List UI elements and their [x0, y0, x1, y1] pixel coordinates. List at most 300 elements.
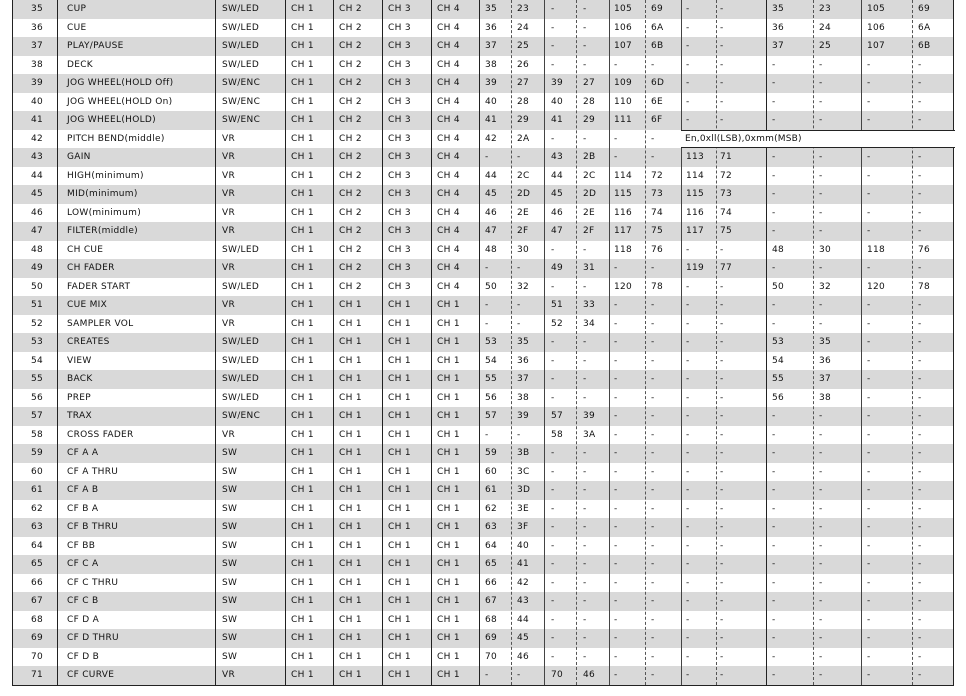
- led-hex-cell: 25: [819, 41, 832, 51]
- enc-hex-cell: -: [583, 448, 587, 458]
- deck-dec-cell: -: [485, 318, 489, 329]
- deck-dec-cell: -: [485, 152, 489, 162]
- deck-dec-cell: 63: [485, 522, 498, 532]
- enc-hex-cell: -: [583, 22, 587, 33]
- alt-dec-cell: -: [686, 577, 690, 588]
- alt-dec-cell: -: [686, 614, 690, 625]
- led-dec-cell: -: [772, 448, 776, 458]
- midi-ch-b-cell: CH 1: [339, 540, 362, 551]
- enc-dec-cell: -: [551, 633, 555, 643]
- shift-hex-cell: -: [651, 337, 655, 347]
- deck-hex-cell: 46: [517, 651, 530, 662]
- control-type-cell: SW: [222, 466, 238, 477]
- led-dec-cell: 53: [772, 337, 785, 347]
- table-row: [13, 148, 953, 167]
- table-row: [13, 93, 953, 112]
- midi-ch-b-cell: CH 1: [339, 466, 362, 477]
- led-shift-dec-cell: -: [867, 207, 871, 218]
- midi-ch-d-cell: CH 1: [437, 355, 460, 366]
- led-shift-hex-cell: -: [918, 115, 922, 125]
- shift-hex-cell: -: [651, 318, 655, 329]
- midi-ch-a-cell: CH 1: [291, 318, 314, 329]
- midi-ch-d-cell: CH 1: [437, 540, 460, 551]
- deck-hex-cell: 2C: [517, 170, 530, 181]
- column-divider: [511, 0, 512, 685]
- enc-hex-cell: -: [583, 633, 587, 643]
- alt-hex-cell: 75: [720, 226, 733, 236]
- led-shift-dec-cell: -: [867, 466, 871, 477]
- deck-hex-cell: 30: [517, 244, 530, 255]
- led-hex-cell: -: [819, 540, 823, 551]
- deck-hex-cell: 42: [517, 577, 530, 588]
- shift-dec-cell: -: [614, 559, 618, 569]
- midi-ch-a-cell: CH 1: [291, 152, 314, 162]
- row-number-cell: 63: [30, 522, 43, 532]
- control-name-cell: CF D B: [67, 651, 100, 662]
- shift-hex-cell: 6E: [651, 96, 664, 107]
- row-number-cell: 53: [30, 337, 43, 347]
- deck-hex-cell: 2E: [517, 207, 530, 218]
- table-row: [13, 259, 953, 278]
- enc-hex-cell: 27: [583, 78, 596, 88]
- deck-dec-cell: 46: [485, 207, 498, 218]
- led-hex-cell: -: [819, 318, 823, 329]
- midi-ch-d-cell: CH 1: [437, 448, 460, 458]
- midi-ch-a-cell: CH 1: [291, 466, 314, 477]
- deck-dec-cell: 39: [485, 78, 498, 88]
- deck-hex-cell: 27: [517, 78, 530, 88]
- midi-ch-a-cell: CH 1: [291, 596, 314, 606]
- led-shift-dec-cell: -: [867, 651, 871, 662]
- led-shift-dec-cell: -: [867, 614, 871, 625]
- shift-dec-cell: -: [614, 429, 618, 440]
- led-shift-hex-cell: -: [918, 670, 922, 680]
- midi-ch-c-cell: CH 1: [388, 466, 411, 477]
- enc-dec-cell: -: [551, 596, 555, 606]
- deck-dec-cell: 66: [485, 577, 498, 588]
- alt-hex-cell: -: [720, 244, 724, 255]
- enc-hex-cell: -: [583, 244, 587, 255]
- midi-ch-d-cell: CH 4: [437, 22, 460, 33]
- table-row: [13, 370, 953, 389]
- alt-dec-cell: -: [686, 392, 690, 403]
- enc-dec-cell: -: [551, 281, 555, 292]
- led-shift-dec-cell: -: [867, 300, 871, 310]
- deck-dec-cell: 45: [485, 189, 498, 199]
- midi-ch-d-cell: CH 4: [437, 78, 460, 88]
- shift-hex-cell: 75: [651, 226, 664, 236]
- led-shift-hex-cell: -: [918, 189, 922, 199]
- enc-hex-cell: 3A: [583, 429, 596, 440]
- led-shift-dec-cell: -: [867, 96, 871, 107]
- midi-ch-c-cell: CH 1: [388, 633, 411, 643]
- led-hex-cell: -: [819, 614, 823, 625]
- led-dec-cell: -: [772, 540, 776, 551]
- control-type-cell: SW/LED: [222, 355, 260, 366]
- deck-dec-cell: 35: [485, 4, 498, 14]
- midi-ch-c-cell: CH 3: [388, 22, 411, 33]
- control-type-cell: SW/LED: [222, 374, 260, 384]
- deck-dec-cell: 37: [485, 41, 498, 51]
- midi-ch-b-cell: CH 1: [339, 355, 362, 366]
- midi-ch-d-cell: CH 1: [437, 522, 460, 532]
- alt-dec-cell: -: [686, 559, 690, 569]
- deck-hex-cell: -: [517, 429, 521, 440]
- alt-hex-cell: 72: [720, 170, 733, 181]
- led-shift-hex-cell: -: [918, 300, 922, 310]
- midi-ch-c-cell: CH 1: [388, 374, 411, 384]
- shift-dec-cell: 115: [614, 189, 633, 199]
- deck-dec-cell: 60: [485, 466, 498, 477]
- deck-dec-cell: 42: [485, 133, 498, 144]
- shift-dec-cell: -: [614, 300, 618, 310]
- column-divider: [285, 0, 286, 685]
- midi-ch-b-cell: CH 2: [339, 96, 362, 107]
- led-shift-hex-cell: -: [918, 596, 922, 606]
- enc-hex-cell: 39: [583, 411, 596, 421]
- midi-ch-b-cell: CH 2: [339, 59, 362, 70]
- midi-ch-d-cell: CH 4: [437, 115, 460, 125]
- led-shift-dec-cell: -: [867, 152, 871, 162]
- control-name-cell: TRAX: [67, 411, 92, 421]
- enc-dec-cell: 70: [551, 670, 564, 680]
- row-number-cell: 60: [30, 466, 43, 477]
- alt-hex-cell: -: [720, 429, 724, 440]
- row-number-cell: 51: [30, 300, 43, 310]
- led-shift-dec-cell: -: [867, 115, 871, 125]
- enc-dec-cell: -: [551, 59, 555, 70]
- midi-ch-c-cell: CH 1: [388, 596, 411, 606]
- pitch-bend-note: En,0xll(LSB),0xmm(MSB): [681, 130, 955, 149]
- led-shift-dec-cell: -: [867, 59, 871, 70]
- enc-hex-cell: 31: [583, 263, 596, 273]
- column-divider: [813, 0, 814, 685]
- led-hex-cell: -: [819, 78, 823, 88]
- led-shift-hex-cell: -: [918, 374, 922, 384]
- enc-dec-cell: -: [551, 41, 555, 51]
- alt-hex-cell: -: [720, 651, 724, 662]
- led-shift-dec-cell: 105: [867, 4, 886, 14]
- midi-ch-b-cell: CH 2: [339, 78, 362, 88]
- led-shift-hex-cell: -: [918, 392, 922, 403]
- control-name-cell: CF BB: [67, 540, 96, 551]
- led-hex-cell: -: [819, 651, 823, 662]
- led-shift-dec-cell: -: [867, 448, 871, 458]
- led-dec-cell: -: [772, 670, 776, 680]
- midi-ch-b-cell: CH 2: [339, 170, 362, 181]
- midi-ch-a-cell: CH 1: [291, 226, 314, 236]
- alt-dec-cell: -: [686, 522, 690, 532]
- midi-ch-a-cell: CH 1: [291, 429, 314, 440]
- control-name-cell: JOG WHEEL(HOLD On): [67, 96, 173, 107]
- control-name-cell: CF A THRU: [67, 466, 119, 477]
- midi-ch-a-cell: CH 1: [291, 559, 314, 569]
- control-type-cell: SW: [222, 596, 238, 606]
- enc-dec-cell: -: [551, 485, 555, 495]
- midi-ch-b-cell: CH 1: [339, 392, 362, 403]
- led-shift-dec-cell: -: [867, 540, 871, 551]
- control-type-cell: SW/LED: [222, 41, 260, 51]
- led-shift-hex-cell: -: [918, 78, 922, 88]
- midi-ch-a-cell: CH 1: [291, 22, 314, 33]
- midi-ch-c-cell: CH 3: [388, 226, 411, 236]
- row-number-cell: 38: [30, 59, 43, 70]
- led-shift-hex-cell: -: [918, 466, 922, 477]
- midi-ch-d-cell: CH 1: [437, 596, 460, 606]
- alt-dec-cell: -: [686, 318, 690, 329]
- alt-dec-cell: -: [686, 596, 690, 606]
- table-row: [13, 111, 953, 130]
- led-shift-dec-cell: -: [867, 559, 871, 569]
- midi-ch-a-cell: CH 1: [291, 670, 314, 680]
- alt-hex-cell: -: [720, 633, 724, 643]
- led-hex-cell: -: [819, 152, 823, 162]
- deck-dec-cell: 61: [485, 485, 498, 495]
- table-row: [13, 592, 953, 611]
- row-number-cell: 35: [30, 4, 43, 14]
- alt-dec-cell: -: [686, 670, 690, 680]
- column-divider: [544, 0, 545, 685]
- led-dec-cell: 50: [772, 281, 785, 292]
- led-shift-hex-cell: -: [918, 170, 922, 181]
- enc-dec-cell: -: [551, 392, 555, 403]
- led-shift-hex-cell: -: [918, 485, 922, 495]
- enc-dec-cell: 40: [551, 96, 564, 107]
- midi-ch-d-cell: CH 4: [437, 281, 460, 292]
- control-type-cell: VR: [222, 263, 236, 273]
- midi-ch-b-cell: CH 1: [339, 374, 362, 384]
- table-row: [13, 185, 953, 204]
- midi-ch-a-cell: CH 1: [291, 170, 314, 181]
- alt-hex-cell: -: [720, 281, 724, 292]
- led-dec-cell: 37: [772, 41, 785, 51]
- led-shift-dec-cell: -: [867, 374, 871, 384]
- midi-ch-b-cell: CH 1: [339, 337, 362, 347]
- led-dec-cell: 55: [772, 374, 785, 384]
- control-name-cell: CUP: [67, 4, 87, 14]
- led-dec-cell: -: [772, 577, 776, 588]
- enc-hex-cell: 33: [583, 300, 596, 310]
- alt-dec-cell: -: [686, 411, 690, 421]
- row-number-cell: 66: [30, 577, 43, 588]
- alt-hex-cell: -: [720, 4, 724, 14]
- deck-hex-cell: 41: [517, 559, 530, 569]
- column-divider: [576, 0, 577, 685]
- led-dec-cell: -: [772, 485, 776, 495]
- led-dec-cell: -: [772, 263, 776, 273]
- shift-hex-cell: -: [651, 522, 655, 532]
- shift-dec-cell: -: [614, 263, 618, 273]
- alt-hex-cell: -: [720, 522, 724, 532]
- row-number-cell: 55: [30, 374, 43, 384]
- table-row: [13, 426, 953, 445]
- midi-ch-a-cell: CH 1: [291, 300, 314, 310]
- midi-ch-d-cell: CH 1: [437, 503, 460, 514]
- control-type-cell: SW/ENC: [222, 96, 261, 107]
- midi-ch-b-cell: CH 2: [339, 281, 362, 292]
- table-row: [13, 0, 953, 19]
- control-name-cell: CROSS FADER: [67, 429, 134, 440]
- shift-hex-cell: -: [651, 633, 655, 643]
- control-name-cell: DECK: [67, 59, 94, 70]
- shift-hex-cell: -: [651, 466, 655, 477]
- led-shift-hex-cell: -: [918, 559, 922, 569]
- enc-hex-cell: -: [583, 4, 587, 14]
- table-row: [13, 333, 953, 352]
- control-name-cell: HIGH(minimum): [67, 170, 144, 181]
- enc-hex-cell: 2C: [583, 170, 596, 181]
- row-number-cell: 70: [30, 651, 43, 662]
- control-type-cell: SW: [222, 614, 238, 625]
- midi-ch-b-cell: CH 1: [339, 670, 362, 680]
- alt-hex-cell: -: [720, 96, 724, 107]
- enc-hex-cell: -: [583, 355, 587, 366]
- deck-hex-cell: 26: [517, 59, 530, 70]
- midi-ch-b-cell: CH 1: [339, 614, 362, 625]
- table-row: [13, 37, 953, 56]
- midi-ch-a-cell: CH 1: [291, 485, 314, 495]
- shift-hex-cell: -: [651, 540, 655, 551]
- alt-dec-cell: -: [686, 22, 690, 33]
- led-shift-hex-cell: -: [918, 318, 922, 329]
- led-hex-cell: -: [819, 633, 823, 643]
- control-name-cell: PREP: [67, 392, 91, 403]
- control-type-cell: SW: [222, 503, 238, 514]
- shift-hex-cell: -: [651, 614, 655, 625]
- midi-ch-c-cell: CH 3: [388, 4, 411, 14]
- shift-dec-cell: -: [614, 318, 618, 329]
- deck-dec-cell: 41: [485, 115, 498, 125]
- table-row: [13, 296, 953, 315]
- midi-ch-d-cell: CH 4: [437, 59, 460, 70]
- deck-hex-cell: 37: [517, 374, 530, 384]
- midi-ch-b-cell: CH 2: [339, 152, 362, 162]
- table-row: [13, 500, 953, 519]
- shift-hex-cell: -: [651, 133, 655, 144]
- control-type-cell: VR: [222, 670, 236, 680]
- shift-dec-cell: -: [614, 466, 618, 477]
- deck-dec-cell: 57: [485, 411, 498, 421]
- shift-dec-cell: 105: [614, 4, 633, 14]
- alt-dec-cell: 116: [686, 207, 705, 218]
- control-name-cell: PLAY/PAUSE: [67, 41, 124, 51]
- led-hex-cell: 38: [819, 392, 832, 403]
- led-dec-cell: -: [772, 226, 776, 236]
- row-number-cell: 71: [30, 670, 43, 680]
- enc-hex-cell: -: [583, 485, 587, 495]
- shift-hex-cell: 6A: [651, 22, 664, 33]
- led-hex-cell: 23: [819, 4, 832, 14]
- midi-ch-c-cell: CH 3: [388, 207, 411, 218]
- alt-dec-cell: -: [686, 337, 690, 347]
- led-shift-hex-cell: -: [918, 651, 922, 662]
- led-shift-hex-cell: -: [918, 263, 922, 273]
- enc-dec-cell: -: [551, 540, 555, 551]
- control-type-cell: SW/LED: [222, 337, 260, 347]
- alt-hex-cell: -: [720, 448, 724, 458]
- deck-dec-cell: 53: [485, 337, 498, 347]
- midi-ch-b-cell: CH 1: [339, 448, 362, 458]
- shift-dec-cell: -: [614, 59, 618, 70]
- midi-ch-c-cell: CH 1: [388, 411, 411, 421]
- control-type-cell: SW/LED: [222, 4, 260, 14]
- deck-hex-cell: 40: [517, 540, 530, 551]
- led-dec-cell: -: [772, 170, 776, 181]
- row-number-cell: 59: [30, 448, 43, 458]
- row-number-cell: 67: [30, 596, 43, 606]
- enc-hex-cell: -: [583, 281, 587, 292]
- shift-hex-cell: -: [651, 651, 655, 662]
- alt-hex-cell: 74: [720, 207, 733, 218]
- control-name-cell: LOW(minimum): [67, 207, 142, 218]
- midi-ch-c-cell: CH 1: [388, 522, 411, 532]
- alt-dec-cell: -: [686, 485, 690, 495]
- enc-dec-cell: 52: [551, 318, 564, 329]
- deck-dec-cell: 69: [485, 633, 498, 643]
- row-number-cell: 43: [30, 152, 43, 162]
- led-shift-hex-cell: -: [918, 152, 922, 162]
- enc-dec-cell: -: [551, 4, 555, 14]
- table-row: [13, 537, 953, 556]
- midi-ch-a-cell: CH 1: [291, 577, 314, 588]
- shift-dec-cell: -: [614, 152, 618, 162]
- enc-dec-cell: 57: [551, 411, 564, 421]
- midi-ch-b-cell: CH 1: [339, 633, 362, 643]
- control-type-cell: SW: [222, 633, 238, 643]
- row-number-cell: 47: [30, 226, 43, 236]
- row-number-cell: 61: [30, 485, 43, 495]
- table-row: [13, 389, 953, 408]
- deck-dec-cell: 68: [485, 614, 498, 625]
- midi-ch-b-cell: CH 2: [339, 41, 362, 51]
- led-shift-hex-cell: -: [918, 503, 922, 514]
- shift-hex-cell: -: [651, 59, 655, 70]
- led-dec-cell: -: [772, 78, 776, 88]
- led-shift-dec-cell: -: [867, 577, 871, 588]
- led-dec-cell: 56: [772, 392, 785, 403]
- led-shift-dec-cell: -: [867, 263, 871, 273]
- deck-hex-cell: 29: [517, 115, 530, 125]
- control-name-cell: CF C B: [67, 596, 99, 606]
- deck-dec-cell: 47: [485, 226, 498, 236]
- deck-hex-cell: 2D: [517, 189, 531, 199]
- control-type-cell: SW: [222, 559, 238, 569]
- alt-dec-cell: 115: [686, 189, 705, 199]
- deck-hex-cell: 3E: [517, 503, 530, 514]
- row-number-cell: 45: [30, 189, 43, 199]
- led-shift-hex-cell: 76: [918, 244, 931, 255]
- led-dec-cell: -: [772, 96, 776, 107]
- enc-hex-cell: -: [583, 651, 587, 662]
- alt-dec-cell: -: [686, 96, 690, 107]
- led-dec-cell: 48: [772, 244, 785, 255]
- column-divider: [766, 0, 767, 685]
- row-number-cell: 48: [30, 244, 43, 255]
- shift-hex-cell: -: [651, 355, 655, 366]
- deck-dec-cell: 38: [485, 59, 498, 70]
- midi-ch-d-cell: CH 4: [437, 170, 460, 181]
- led-hex-cell: -: [819, 300, 823, 310]
- deck-dec-cell: -: [485, 670, 489, 680]
- midi-ch-d-cell: CH 1: [437, 651, 460, 662]
- alt-hex-cell: -: [720, 485, 724, 495]
- shift-hex-cell: 6F: [651, 115, 663, 125]
- alt-hex-cell: 77: [720, 263, 733, 273]
- alt-hex-cell: -: [720, 577, 724, 588]
- midi-ch-d-cell: CH 1: [437, 429, 460, 440]
- led-shift-hex-cell: -: [918, 429, 922, 440]
- midi-ch-a-cell: CH 1: [291, 503, 314, 514]
